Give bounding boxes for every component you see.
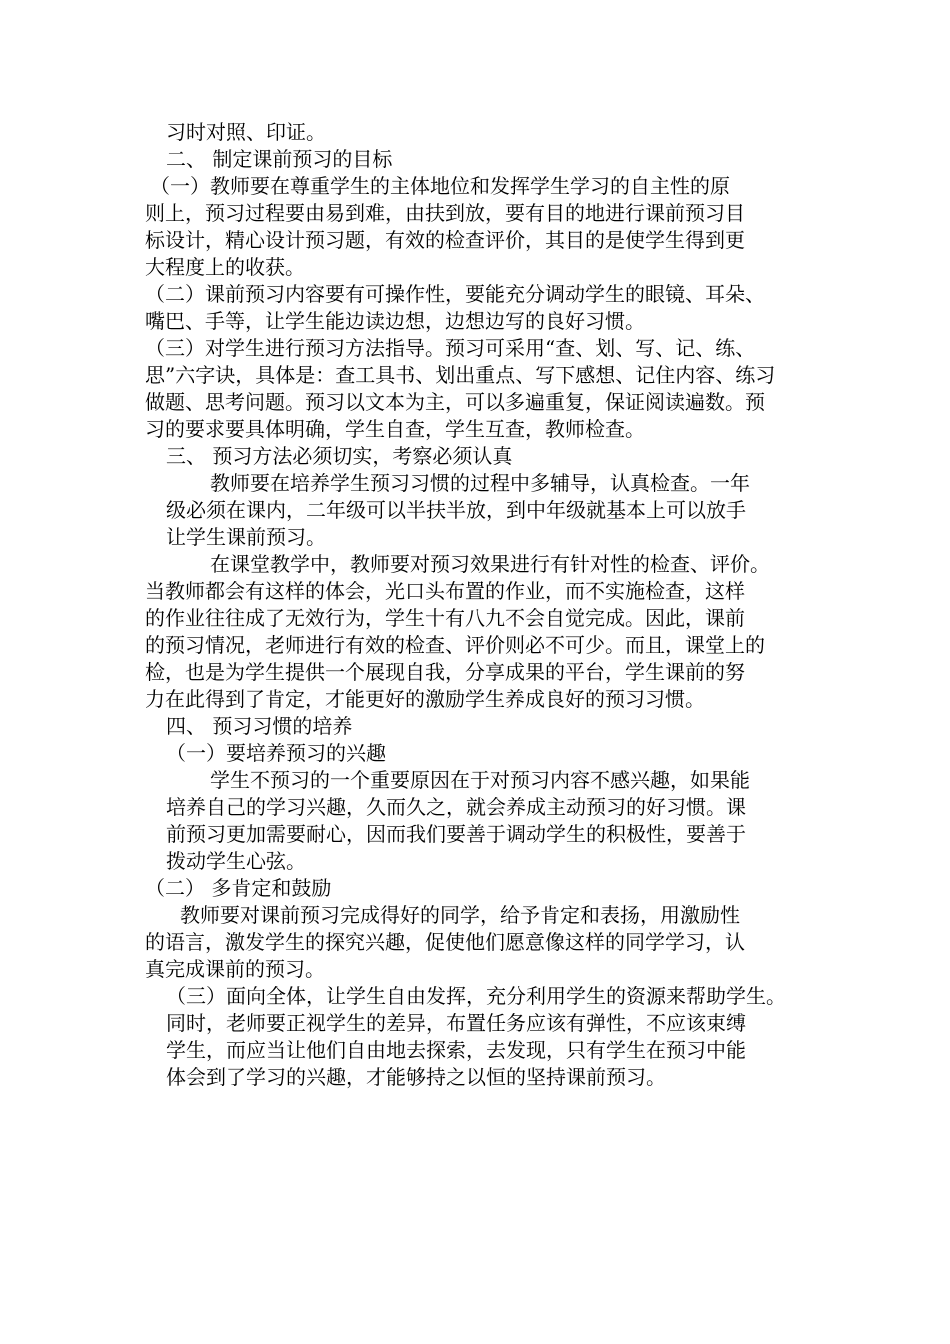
section-heading-2: 二、 制定课前预习的目标 (166, 147, 393, 171)
paragraph-line: 前预习更加需要耐心，因而我们要善于调动学生的积极性，要善于 (166, 822, 746, 846)
subsection-heading: （二） 多肯定和鼓励 (145, 876, 332, 900)
paragraph-line: 力在此得到了肯定，才能更好的激励学生养成良好的预习习惯。 (145, 687, 705, 711)
paragraph-line: 在课堂教学中，教师要对预习效果进行有针对性的检查、评价。 (210, 552, 770, 576)
paragraph-line: 培养自己的学习兴趣，久而久之，就会养成主动预习的好习惯。课 (166, 795, 746, 819)
paragraph-line: 做题、思考问题。预习以文本为主，可以多遍重复，保证阅读遍数。预 (145, 390, 765, 414)
paragraph-line: 拨动学生心弦。 (166, 849, 306, 873)
paragraph-line: 的预习情况，老师进行有效的检查、评价则必不可少。而且，课堂上的 (145, 633, 765, 657)
paragraph-line: （三）对学生进行预习方法指导。预习可采用“查、划、写、记、练、 (145, 336, 756, 360)
paragraph-line: 大程度上的收获。 (145, 255, 305, 279)
paragraph-line: 教师要对课前预习完成得好的同学，给予肯定和表扬，用激励性 (180, 903, 740, 927)
paragraph-line: 当教师都会有这样的体会，光口头布置的作业，而不实施检查，这样 (145, 579, 745, 603)
paragraph-line: 学生不预习的一个重要原因在于对预习内容不感兴趣，如果能 (210, 768, 750, 792)
paragraph-line: 学生，而应当让他们自由地去探索，去发现，只有学生在预习中能 (166, 1038, 746, 1062)
paragraph-line: 检，也是为学生提供一个展现自我，分享成果的平台，学生课前的努 (145, 660, 745, 684)
section-heading-4: 四、 预习习惯的培养 (166, 714, 353, 738)
paragraph-line: 级必须在课内，二年级可以半扶半放，到中年级就基本上可以放手 (166, 498, 746, 522)
paragraph-line: 的作业往往成了无效行为，学生十有八九不会自觉完成。因此，课前 (145, 606, 745, 630)
paragraph-line: 同时，老师要正视学生的差异，布置任务应该有弹性，不应该束缚 (166, 1011, 746, 1035)
paragraph-line: 标设计，精心设计预习题，有效的检查评价，其目的是使学生得到更 (145, 228, 745, 252)
paragraph-line: 思”六字诀，具体是：查工具书、划出重点、写下感想、记住内容、练习 (145, 363, 776, 387)
paragraph-line: 习时对照、印证。 (166, 120, 326, 144)
paragraph-line: 则上，预习过程要由易到难，由扶到放，要有目的地进行课前预习目 (145, 201, 745, 225)
paragraph-line: （一）教师要在尊重学生的主体地位和发挥学生学习的自主性的原 (150, 174, 730, 198)
paragraph-line: 让学生课前预习。 (166, 525, 326, 549)
paragraph-line: （三）面向全体，让学生自由发挥，充分利用学生的资源来帮助学生。 (166, 984, 786, 1008)
paragraph-line: 教师要在培养学生预习习惯的过程中多辅导，认真检查。一年 (210, 471, 750, 495)
paragraph-line: 的语言，激发学生的探究兴趣，促使他们愿意像这样的同学学习，认 (145, 930, 745, 954)
section-heading-3: 三、 预习方法必须切实，考察必须认真 (166, 444, 513, 468)
paragraph-line: （二）课前预习内容要有可操作性，要能充分调动学生的眼镜、耳朵、 (145, 282, 765, 306)
paragraph-line: 体会到了学习的兴趣，才能够持之以恒的坚持课前预习。 (166, 1065, 666, 1089)
paragraph-line: 嘴巴、手等，让学生能边读边想，边想边写的良好习惯。 (145, 309, 645, 333)
subsection-heading: （一）要培养预习的兴趣 (166, 741, 386, 765)
paragraph-line: 习的要求要具体明确，学生自查，学生互查，教师检查。 (145, 417, 645, 441)
paragraph-line: 真完成课前的预习。 (145, 957, 325, 981)
